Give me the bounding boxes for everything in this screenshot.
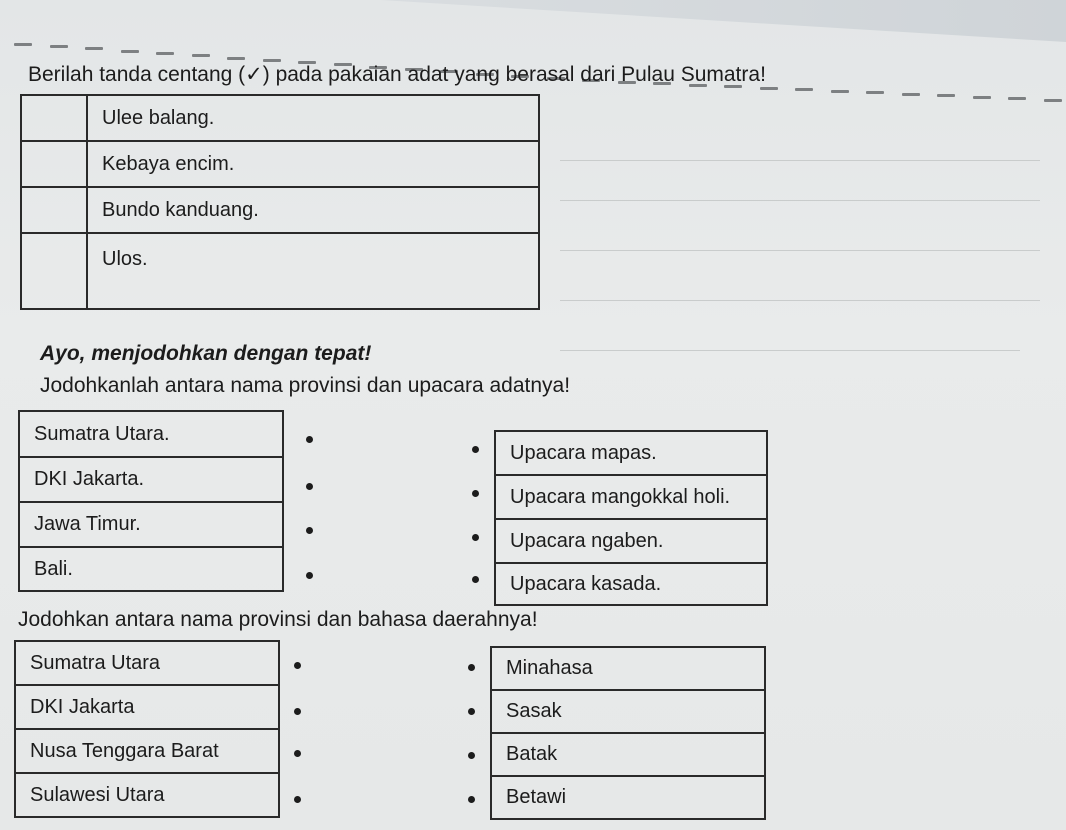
match-dot[interactable]	[306, 527, 313, 534]
checklist-item-label: Ulee balang.	[102, 106, 215, 129]
dash-mark	[760, 87, 778, 90]
dash-mark	[50, 45, 68, 48]
checklist-row[interactable]	[22, 142, 538, 188]
match-dot[interactable]	[472, 446, 479, 453]
province-label: Nusa Tenggara Barat	[30, 739, 219, 762]
bleed-line	[560, 250, 1040, 251]
province-item[interactable]	[16, 686, 278, 730]
province-label: Sumatra Utara.	[34, 422, 170, 445]
province-item[interactable]	[20, 548, 282, 590]
checklist-row[interactable]	[22, 96, 538, 142]
language-label: Batak	[506, 743, 558, 765]
ceremony-item[interactable]	[496, 564, 766, 604]
background-strip	[380, 0, 1066, 42]
match-dot[interactable]	[472, 576, 479, 583]
province-item[interactable]	[16, 774, 278, 816]
language-item[interactable]	[492, 734, 764, 777]
checklist-item-label: Bundo kanduang.	[102, 198, 259, 221]
province-label: Sulawesi Utara	[30, 783, 165, 806]
ceremony-item[interactable]	[496, 520, 766, 564]
ceremony-label: Upacara mangokkal holi.	[510, 485, 731, 508]
dash-mark	[1008, 97, 1026, 100]
dash-mark	[866, 91, 884, 94]
section1-instruction: Berilah tanda centang (✓) pada pakaian adat yang berasal dari Pulau Sumatra!	[28, 63, 766, 86]
dash-mark	[937, 94, 955, 97]
checklist-row[interactable]	[22, 234, 538, 308]
section3-instruction: Jodohkan antara nama provinsi dan bahasa daerahnya!	[18, 608, 538, 631]
language-item[interactable]	[492, 691, 764, 734]
matching-heading: Ayo, menjodohkan dengan tepat!	[40, 342, 372, 365]
dash-mark	[902, 93, 920, 96]
dash-mark	[85, 47, 103, 50]
province-item[interactable]	[16, 730, 278, 774]
province-label: DKI Jakarta	[30, 695, 135, 718]
match-dot[interactable]	[468, 796, 475, 803]
checklist-column-divider	[86, 96, 88, 308]
match-dot[interactable]	[306, 572, 313, 579]
bleed-line	[560, 350, 1020, 351]
bleed-line	[560, 200, 1040, 201]
match-dot[interactable]	[468, 752, 475, 759]
dash-mark	[156, 52, 174, 55]
ceremony-item[interactable]	[496, 432, 766, 476]
dash-mark	[14, 43, 32, 46]
checklist-row[interactable]	[22, 188, 538, 234]
checklist-table	[20, 94, 540, 310]
dash-mark	[227, 57, 245, 60]
match-dot[interactable]	[294, 796, 301, 803]
dash-mark	[121, 50, 139, 53]
province-list	[18, 410, 284, 592]
match-dot[interactable]	[306, 436, 313, 443]
ceremony-list	[494, 430, 768, 606]
dash-mark	[1044, 99, 1062, 102]
match-dot[interactable]	[472, 534, 479, 541]
checklist-item-label: Ulos.	[102, 248, 148, 270]
language-list	[490, 646, 766, 820]
province-label: DKI Jakarta.	[34, 468, 145, 490]
match-dot[interactable]	[468, 708, 475, 715]
match-dot[interactable]	[468, 664, 475, 671]
language-label: Minahasa	[506, 657, 593, 679]
match-dot[interactable]	[306, 483, 313, 490]
province-label: Jawa Timur.	[34, 513, 141, 535]
language-item[interactable]	[492, 648, 764, 691]
language-label: Sasak	[506, 700, 562, 722]
dash-mark	[973, 96, 991, 99]
ceremony-label: Upacara kasada.	[510, 572, 662, 595]
ceremony-label: Upacara mapas.	[510, 441, 657, 464]
province-item[interactable]	[20, 412, 282, 458]
ceremony-item[interactable]	[496, 476, 766, 520]
match-dot[interactable]	[294, 708, 301, 715]
language-label: Betawi	[506, 786, 567, 808]
ceremony-label: Upacara ngaben.	[510, 529, 664, 552]
dash-mark	[192, 54, 210, 57]
section2-instruction: Jodohkanlah antara nama provinsi dan upacara adatnya!	[40, 374, 571, 397]
province-item[interactable]	[20, 503, 282, 548]
match-dot[interactable]	[294, 662, 301, 669]
province-label: Sumatra Utara	[30, 651, 161, 674]
dash-mark	[795, 88, 813, 91]
match-dot[interactable]	[472, 490, 479, 497]
language-item[interactable]	[492, 777, 764, 818]
dash-mark	[831, 90, 849, 93]
bleed-line	[560, 160, 1040, 161]
province-item[interactable]	[20, 458, 282, 503]
match-dot[interactable]	[294, 750, 301, 757]
province-list-2	[14, 640, 280, 818]
checklist-item-label: Kebaya encim.	[102, 152, 235, 175]
province-label: Bali.	[34, 557, 73, 580]
bleed-line	[560, 300, 1040, 301]
province-item[interactable]	[16, 642, 278, 686]
